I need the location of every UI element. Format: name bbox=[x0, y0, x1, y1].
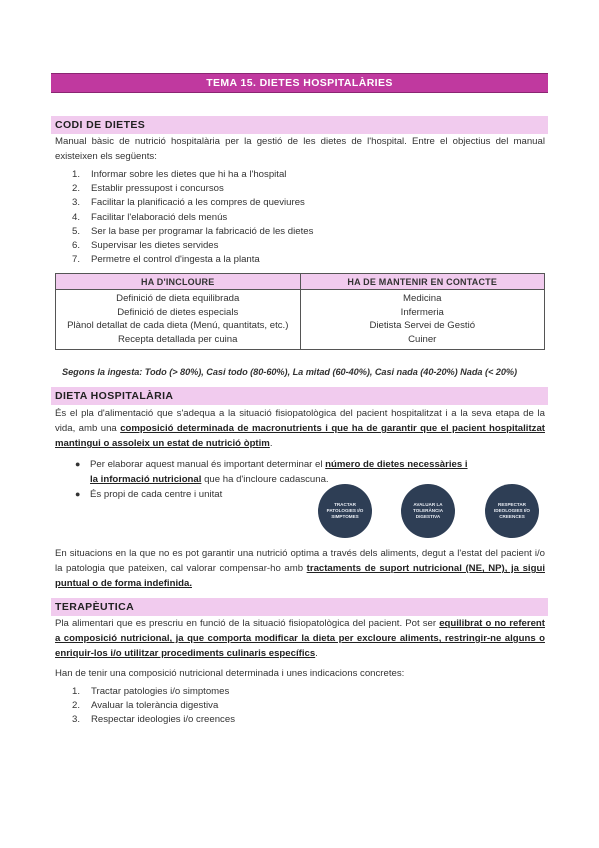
bullet-item: ● Per elaborar aquest manual és important determinar el número de dietes necessàries i la informació nutricional que ha d'incloure cadascuna. bbox=[75, 459, 468, 485]
codi-intro: Manual bàsic de nutrició hospitalària per la gestió de les dietes de l'hospital. Entre el objectius del manual existeixen els següents: bbox=[55, 136, 545, 162]
table-item: Recepta detallada per cuina bbox=[118, 333, 238, 345]
list-item: 1. Tractar patologies i/o simptomes bbox=[72, 686, 230, 697]
table-item: Definició de dieta equilibrada bbox=[116, 293, 240, 304]
list-item: 3. Facilitar la planificació a les compres de queviures bbox=[72, 197, 305, 209]
table-header-include: HA D'INCLOURE bbox=[56, 274, 301, 290]
diet-code-table bbox=[55, 273, 545, 350]
table-item: Plànol detallat de cada dieta (Menú, quantitats, etc.) bbox=[67, 320, 289, 331]
objectives-list bbox=[72, 168, 492, 267]
table-header-contact: HA DE MANTENIR EN CONTACTE bbox=[300, 274, 545, 290]
list-item: 6. Supervisar les dietes servides bbox=[72, 239, 219, 251]
bullet-icon: ● bbox=[75, 489, 81, 499]
terapeutica-definition: Pla alimentari que es prescriu en funció de la situació fisiopatològica del pacient. Pot ser equilibrat o no referent a composició nutricional, ja que comporta modificar la dieta per excloure aliments, restringir-ne alguns o enriquir-los i/o utilitzar procediments culinaris específics. bbox=[55, 618, 545, 659]
table-item: Infermeria bbox=[400, 306, 444, 318]
hospitalaria-definition: És el pla d'alimentació que s'adequa a la situació fisiopatològica del pacient hospitalitzat i a la seva etapa de la vida, amb una composició determinada de macronutrients i que ha de garantir que el pacient hospitalitzat mantingui o assoleix un estat de nutrició òptim. bbox=[55, 408, 545, 449]
hospitalaria-support: En situacions en la que no es pot garantir una nutrició optima a través dels aliments, degut a l'estat del pacient i/o la patologia que pateixen, cal valorar compensar-ho amb tractaments de suport nutricional (NE, NP), ja sigui puntual o de forma indefinida. bbox=[55, 548, 545, 589]
section-heading-hospitalaria: DIETA HOSPITALÀRIA bbox=[51, 387, 548, 405]
bullet-item: ● És propi de cada centre i unitat bbox=[75, 489, 223, 500]
table-item: Definició de dietes especials bbox=[117, 306, 239, 318]
bullet-icon: ● bbox=[75, 459, 81, 469]
section-heading-codi: CODI DE DIETES bbox=[51, 116, 548, 134]
list-item: 2. Establir pressupost i concursos bbox=[72, 183, 224, 195]
page-title: TEMA 15. DIETES HOSPITALÀRIES bbox=[51, 73, 548, 93]
circle-badge: AVALUAR LA TOLERÀNCIA DIGESTIVA bbox=[401, 484, 455, 538]
ingesta-note: Segons la ingesta: Todo (> 80%), Casi todo (80-60%), La mitad (60-40%), Casi nada (40-20%) Nada (< 20%) bbox=[62, 367, 518, 377]
table-item: Dietista Servei de Gestió bbox=[369, 320, 476, 331]
circle-badge: RESPECTAR IDEOLOGIES I/O CREENCES bbox=[485, 484, 539, 538]
list-item: 1. Informar sobre les dietes que hi ha a l'hospital bbox=[72, 169, 287, 180]
list-item: 5. Ser la base per programar la fabricació de les dietes bbox=[72, 225, 314, 237]
table-cell-include bbox=[56, 290, 301, 350]
list-item: 2. Avaluar la tolerància digestiva bbox=[72, 700, 219, 712]
table-item: Cuiner bbox=[408, 333, 437, 345]
table-cell-contact bbox=[300, 290, 545, 350]
terapeutica-list bbox=[72, 685, 492, 728]
terapeutica-indications: Han de tenir una composició nutricional determinada i unes indicacions concretes: bbox=[55, 668, 405, 679]
table-item: Medicina bbox=[403, 293, 442, 304]
list-item: 4. Facilitar l'elaboració dels menús bbox=[72, 211, 228, 223]
circle-badge: TRACTAR PATOLOGIES I/O SIMPTOMES bbox=[318, 484, 372, 538]
list-item: 3. Respectar ideologies i/o creences bbox=[72, 714, 235, 726]
list-item: 7. Permetre el control d'ingesta a la planta bbox=[72, 254, 260, 266]
section-heading-terapeutica: TERAPÈUTICA bbox=[51, 598, 548, 616]
